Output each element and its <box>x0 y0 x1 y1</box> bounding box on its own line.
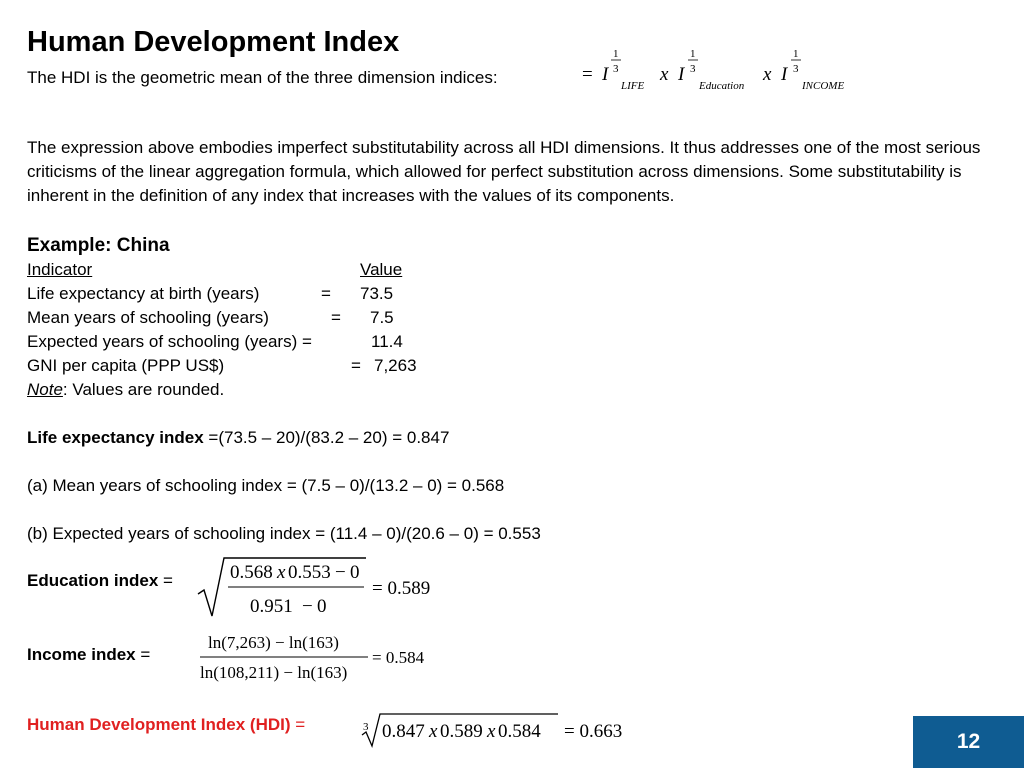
expected-school-index-line: (b) Expected years of schooling index = (11.4 – 0)/(20.6 – 0) = 0.553 <box>27 524 541 543</box>
note-text: : Values are rounded. <box>62 380 225 399</box>
edu-num-zero: 0 <box>350 562 360 583</box>
page-title: Human Development Index <box>27 26 400 58</box>
row-life-eq: = <box>321 284 331 303</box>
hdi-term-b: 0.589 <box>440 721 483 742</box>
row-mean-school-eq: = <box>331 308 341 327</box>
page-number-badge: 12 <box>913 716 1024 768</box>
education-index-label: Education index <box>27 571 159 590</box>
education-index-line <box>27 569 173 593</box>
mean-school-index-line: (a) Mean years of schooling index = (7.5 – 0)/(13.2 – 0) = 0.568 <box>27 476 505 495</box>
hdi-result: = 0.663 <box>564 721 623 742</box>
formula-base-3: I <box>781 64 788 85</box>
formula-sub-income: INCOME <box>802 80 845 92</box>
formula-exp-den-3: 3 <box>793 63 799 75</box>
row-gni-eq: = <box>351 356 361 375</box>
hdi-term-a: 0.847 <box>382 721 425 742</box>
hdi-eq: = <box>290 715 306 734</box>
formula-mult-1: x <box>660 64 669 85</box>
hdi-x-2: x <box>487 721 496 742</box>
edu-den-minus: − <box>302 596 313 617</box>
row-mean-school-value: 7.5 <box>370 308 394 327</box>
edu-num-a: 0.568 <box>230 562 273 583</box>
row-gni-value: 7,263 <box>374 356 417 375</box>
income-result: = 0.584 <box>372 648 425 667</box>
hdi-geometric-mean-formula <box>580 42 870 94</box>
row-life-label: Life expectancy at birth (years) <box>27 284 260 303</box>
row-expected-school-label: Expected years of schooling (years) = <box>27 332 312 351</box>
explanation-paragraph: The expression above embodies imperfect substitutability across all HDI dimensions. It thus addresses one of the most serious criticisms of the linear aggregation formula, which allowed for perfect substitution across dimensions. Some substitutability is inherent in the definition of any index that increases with the values of its components. <box>27 138 981 205</box>
row-life-value: 73.5 <box>360 284 394 303</box>
hdi-root-index: 3 <box>363 721 369 733</box>
income-denominator: ln(108,211) − ln(163) <box>200 663 348 682</box>
life-index-text: =(73.5 – 20)/(83.2 – 20) = 0.847 <box>203 428 450 447</box>
formula-sub-life: LIFE <box>621 80 645 92</box>
note <box>27 378 224 402</box>
table-header-value: Value <box>360 260 403 279</box>
formula-base-1: I <box>602 64 609 85</box>
hdi-label: Human Development Index (HDI) <box>27 715 291 734</box>
note-label: Note <box>27 380 63 399</box>
edu-den: 0.951 <box>250 596 293 617</box>
education-index-formula <box>196 552 456 620</box>
edu-den-zero: 0 <box>317 596 327 617</box>
income-numerator: ln(7,263) − ln(163) <box>208 633 339 652</box>
income-index-eq: = <box>135 645 151 664</box>
formula-sub-education: Education <box>699 80 745 92</box>
income-index-formula <box>196 628 456 686</box>
hdi-term-c: 0.584 <box>498 721 541 742</box>
edu-num-x: x <box>277 562 286 583</box>
row-gni-label: GNI per capita (PPP US$) <box>27 356 225 375</box>
edu-num-minus: − <box>335 562 346 583</box>
intro-text: The HDI is the geometric mean of the three dimension indices: <box>27 68 498 87</box>
life-index-line <box>27 426 449 450</box>
income-index-line <box>27 643 150 667</box>
row-expected-school-value: 11.4 <box>371 332 403 351</box>
row-mean-school-label: Mean years of schooling (years) <box>27 308 269 327</box>
example-heading: Example: China <box>27 235 170 256</box>
table-header-indicator: Indicator <box>27 260 93 279</box>
formula-equals: = <box>582 64 593 85</box>
formula-exp-den-2: 3 <box>690 63 696 75</box>
formula-exp-den-1: 3 <box>613 63 619 75</box>
formula-base-2: I <box>678 64 685 85</box>
edu-num-b: 0.553 <box>288 562 331 583</box>
formula-mult-2: x <box>763 64 772 85</box>
education-index-eq: = <box>158 571 173 590</box>
income-index-label: Income index <box>27 645 136 664</box>
hdi-x-1: x <box>429 721 438 742</box>
hdi-formula <box>358 710 648 750</box>
formula-exp-num-3: 1 <box>793 48 799 60</box>
formula-exp-num-2: 1 <box>690 48 696 60</box>
life-index-label: Life expectancy index <box>27 428 204 447</box>
hdi-line <box>27 713 305 737</box>
formula-exp-num-1: 1 <box>613 48 619 60</box>
edu-result: = 0.589 <box>372 578 431 599</box>
